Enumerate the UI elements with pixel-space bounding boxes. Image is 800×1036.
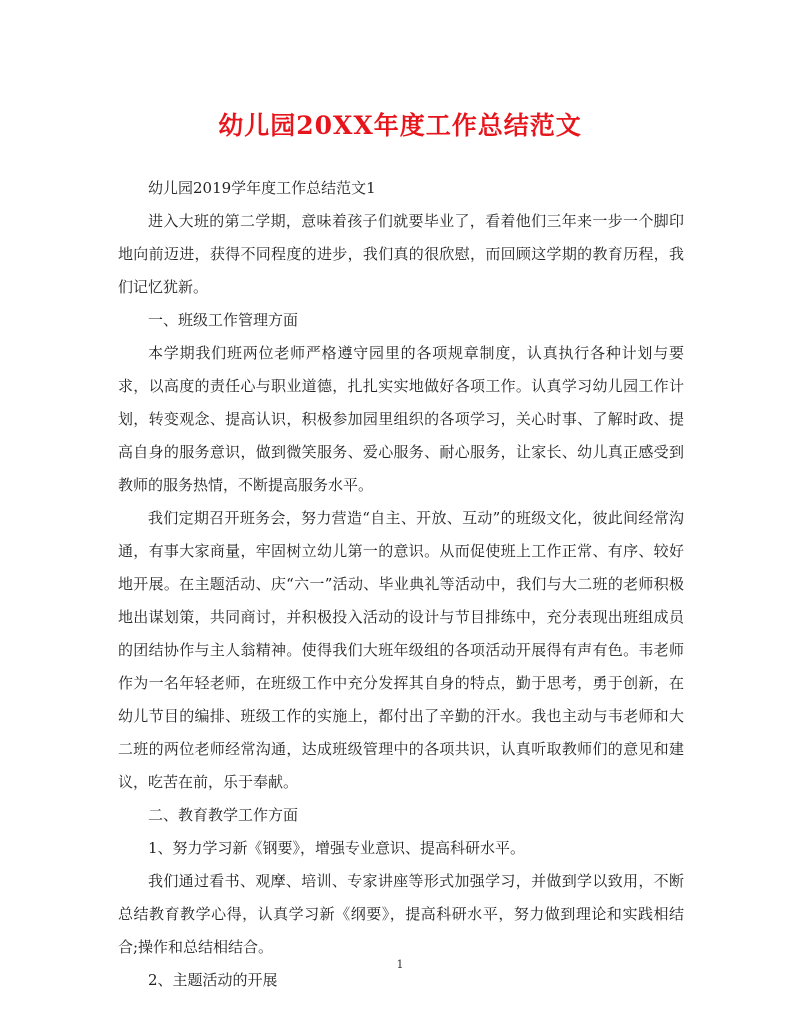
section-heading: 二、教育教学工作方面 — [148, 806, 299, 824]
page-number: 1 — [396, 958, 404, 971]
section-heading: 一、班级工作管理方面 — [148, 311, 299, 329]
document-body — [118, 172, 684, 997]
section-heading: 幼儿园2019学年度工作总结范文1 — [148, 179, 376, 197]
paragraph: 我们通过看书、观摩、培训、专家讲座等形式加强学习，并做到学以致用，不断总结教育教学心得，认真学习新《纲要》，提高科研水平，努力做到理论和实践相结合;操作和总结相结合。 — [118, 872, 684, 956]
paragraph: 进入大班的第二学期，意味着孩子们就要毕业了，看着他们三年来一步一个脚印地向前迈进，获得不同程度的进步，我们真的很欣慰，而回顾这学期的教育历程，我们记忆犹新。 — [118, 212, 684, 296]
paragraph: 本学期我们班两位老师严格遵守园里的各项规章制度，认真执行各种计划与要求，以高度的责任心与职业道德，扎扎实实地做好各项工作。认真学习幼儿园工作计划，转变观念、提高认识，积极参加园里组织的各项学习，关心时事、了解时政、提高自身的服务意识，做到微笑服务、爱心服务、耐心服务，让家长、幼儿真正感受到教师的服务热情，不断提高服务水平。 — [118, 344, 684, 494]
subsection-heading: 2、主题活动的开展 — [148, 971, 278, 989]
paragraph: 我们定期召开班务会，努力营造“自主、开放、互动”的班级文化，彼此间经常沟通，有事大家商量，牢固树立幼儿第一的意识。从而促使班上工作正常、有序、较好地开展。在主题活动、庆“六一”活动、毕业典礼等活动中，我们与大二班的老师积极地出谋划策，共同商讨，并积极投入活动的设计与节目排练中，充分表现出班组成员的团结协作与主人翁精神。使得我们大班年级组的各项活动开展得有声有色。韦老师作为一名年轻老师，在班级工作中充分发挥其自身的特点，勤于思考，勇于创新，在幼儿节目的编排、班级工作的实施上，都付出了辛勤的汗水。我也主动与韦老师和大二班的两位老师经常沟通，达成班级管理中的各项共识，认真听取教师们的意见和建议，吃苦在前，乐于奉献。 — [118, 509, 684, 791]
document-title: 幼儿园20XX年度工作总结范文 — [218, 111, 582, 140]
subsection-heading: 1、努力学习新《钢要》，增强专业意识、提高科研水平。 — [148, 839, 526, 857]
